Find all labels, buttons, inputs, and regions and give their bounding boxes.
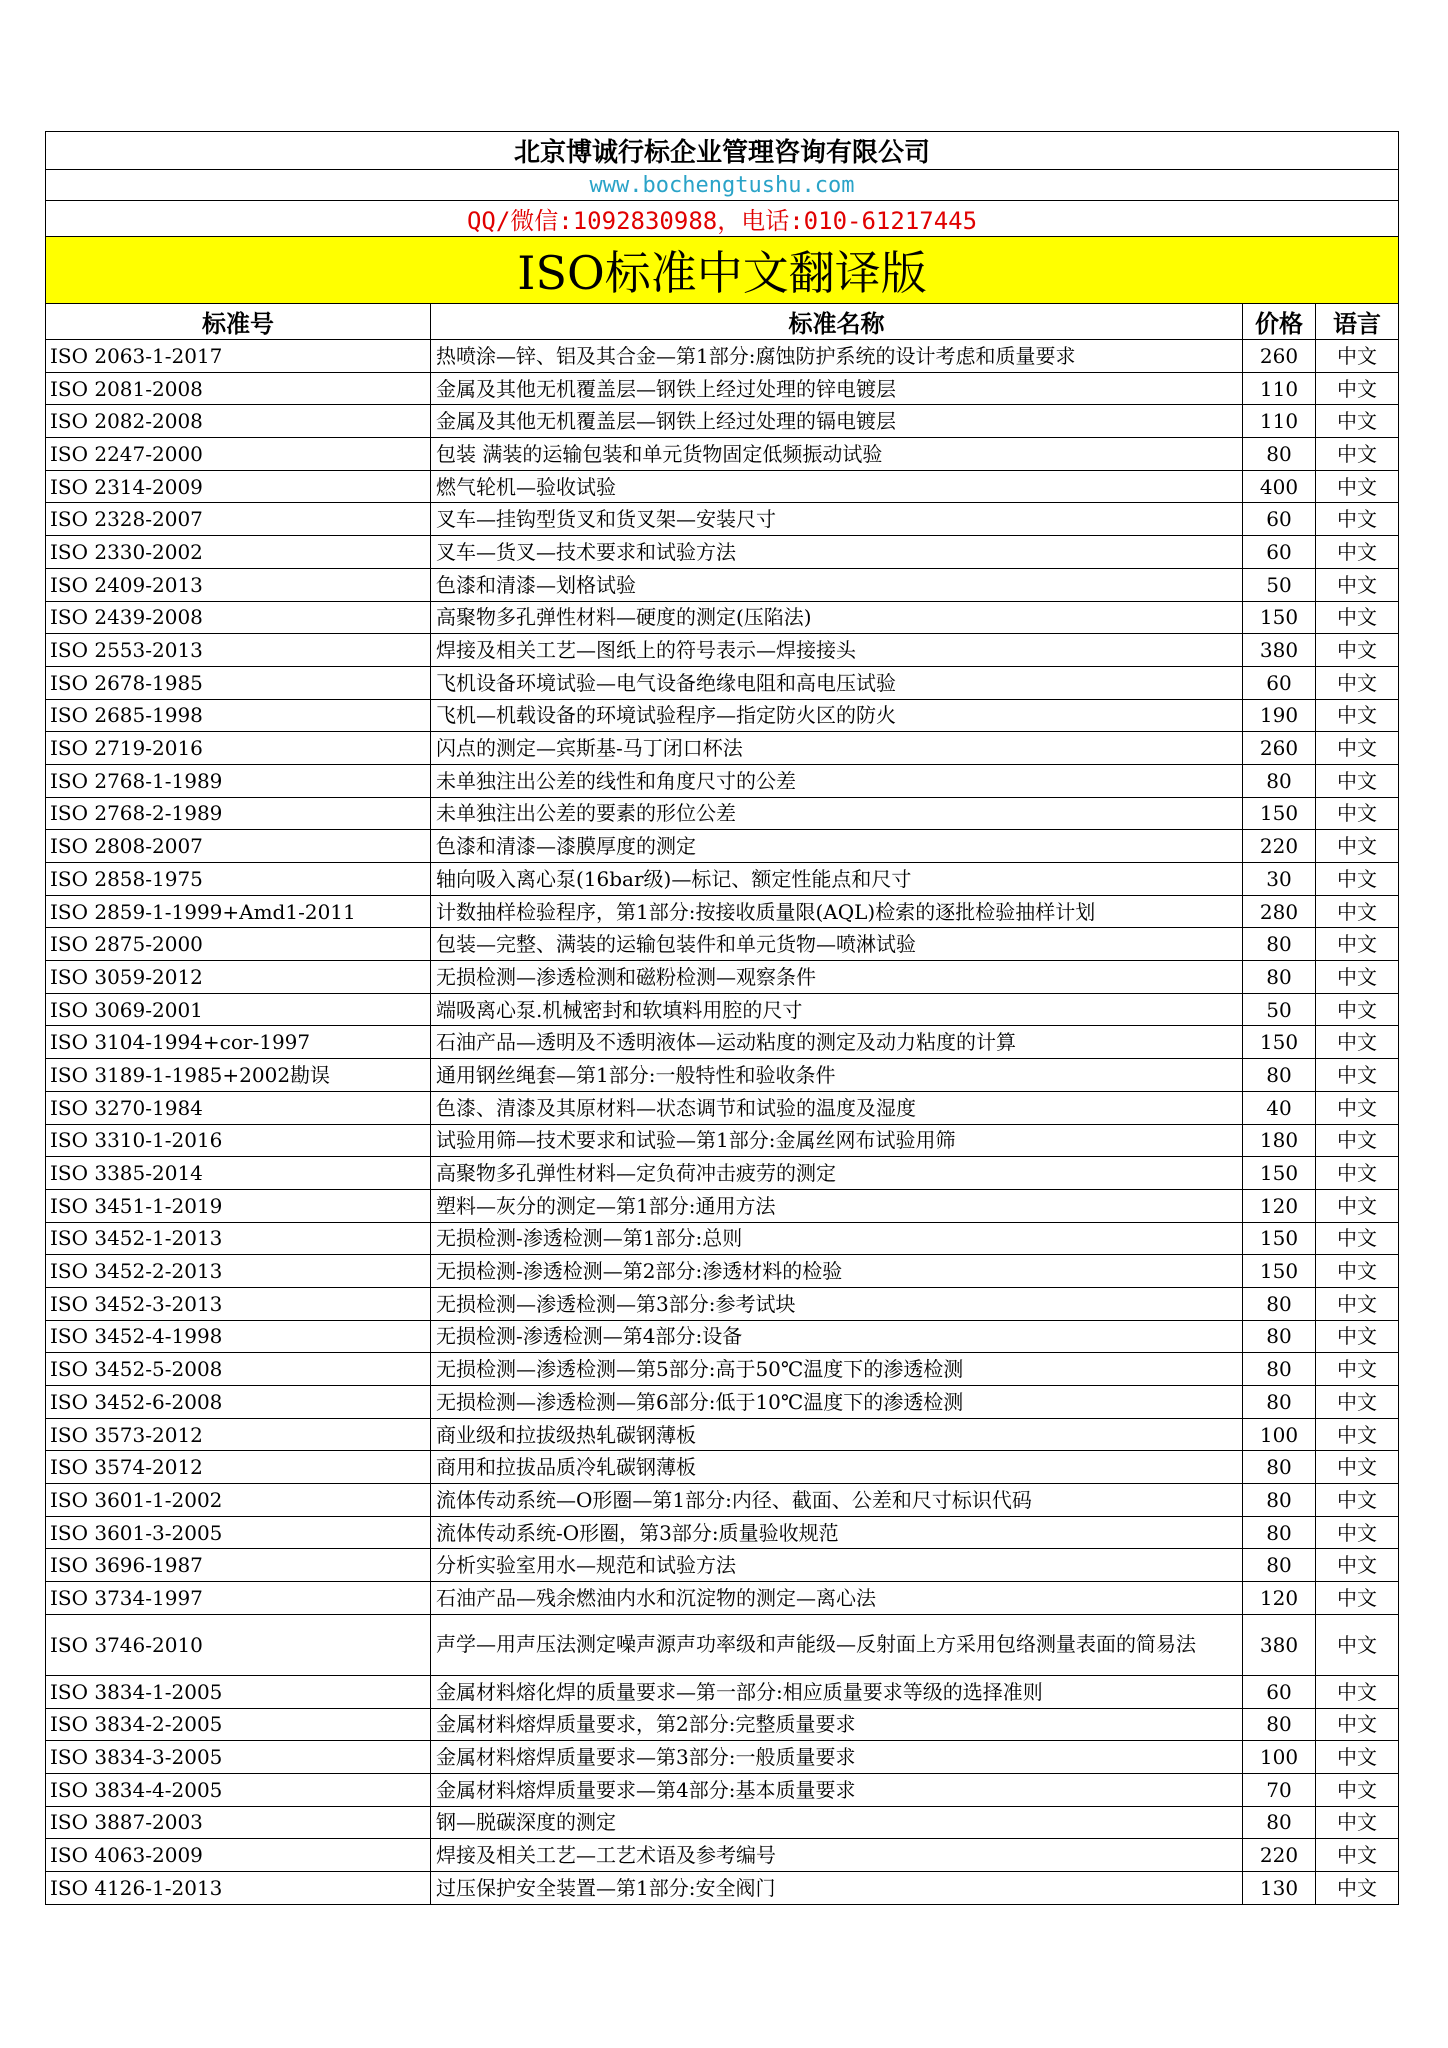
table-row xyxy=(46,1614,1399,1675)
standard-code-cell: ISO 2859-1-1999+Amd1-2011 xyxy=(46,895,431,928)
price-cell: 150 xyxy=(1243,1026,1316,1059)
price-list-body xyxy=(46,132,1399,1905)
table-row xyxy=(46,830,1399,863)
table-row xyxy=(46,797,1399,830)
table-row xyxy=(46,1287,1399,1320)
standard-code-cell: ISO 2314-2009 xyxy=(46,470,431,503)
table-row xyxy=(46,1839,1399,1872)
language-cell: 中文 xyxy=(1316,1353,1399,1386)
standard-code-cell: ISO 2330-2002 xyxy=(46,536,431,569)
table-row xyxy=(46,1091,1399,1124)
standard-name-cell: 金属材料熔化焊的质量要求—第一部分:相应质量要求等级的选择准则 xyxy=(431,1675,1243,1708)
language-cell: 中文 xyxy=(1316,1320,1399,1353)
standard-name-cell: 金属及其他无机覆盖层—钢铁上经过处理的锌电镀层 xyxy=(431,372,1243,405)
price-cell: 50 xyxy=(1243,568,1316,601)
table-row xyxy=(46,372,1399,405)
price-cell: 80 xyxy=(1243,764,1316,797)
standard-name-cell: 叉车—挂钩型货叉和货叉架—安装尺寸 xyxy=(431,503,1243,536)
language-cell: 中文 xyxy=(1316,895,1399,928)
standard-code-cell: ISO 3189-1-1985+2002勘误 xyxy=(46,1059,431,1092)
standard-name-cell: 无损检测—渗透检测—第3部分:参考试块 xyxy=(431,1287,1243,1320)
price-cell: 80 xyxy=(1243,1353,1316,1386)
price-cell: 60 xyxy=(1243,666,1316,699)
language-cell: 中文 xyxy=(1316,1255,1399,1288)
standard-name-cell: 色漆和清漆—漆膜厚度的测定 xyxy=(431,830,1243,863)
price-cell: 80 xyxy=(1243,1549,1316,1582)
standard-name-cell: 包装 满装的运输包装和单元货物固定低频振动试验 xyxy=(431,438,1243,471)
language-cell: 中文 xyxy=(1316,1222,1399,1255)
price-cell: 50 xyxy=(1243,993,1316,1026)
price-cell: 110 xyxy=(1243,405,1316,438)
language-cell: 中文 xyxy=(1316,536,1399,569)
price-cell: 110 xyxy=(1243,372,1316,405)
language-cell: 中文 xyxy=(1316,1708,1399,1741)
table-row xyxy=(46,1806,1399,1839)
language-cell: 中文 xyxy=(1316,601,1399,634)
table-row xyxy=(46,1773,1399,1806)
price-cell: 80 xyxy=(1243,1516,1316,1549)
language-cell: 中文 xyxy=(1316,1418,1399,1451)
price-cell: 150 xyxy=(1243,1157,1316,1190)
standard-code-cell: ISO 3104-1994+cor-1997 xyxy=(46,1026,431,1059)
language-cell: 中文 xyxy=(1316,438,1399,471)
table-row xyxy=(46,1549,1399,1582)
price-cell: 180 xyxy=(1243,1124,1316,1157)
language-cell: 中文 xyxy=(1316,993,1399,1026)
price-cell: 120 xyxy=(1243,1189,1316,1222)
standard-name-cell: 焊接及相关工艺—图纸上的符号表示—焊接接头 xyxy=(431,634,1243,667)
language-cell: 中文 xyxy=(1316,1806,1399,1839)
standard-name-cell: 未单独注出公差的线性和角度尺寸的公差 xyxy=(431,764,1243,797)
price-cell: 150 xyxy=(1243,797,1316,830)
language-cell: 中文 xyxy=(1316,1091,1399,1124)
price-cell: 80 xyxy=(1243,1320,1316,1353)
price-cell: 130 xyxy=(1243,1871,1316,1904)
table-row xyxy=(46,1484,1399,1517)
table-row xyxy=(46,993,1399,1026)
table-row xyxy=(46,536,1399,569)
table-row xyxy=(46,961,1399,994)
table-row xyxy=(46,895,1399,928)
standard-code-cell: ISO 4126-1-2013 xyxy=(46,1871,431,1904)
price-cell: 220 xyxy=(1243,830,1316,863)
column-header-name: 标准名称 xyxy=(431,304,1243,340)
table-row xyxy=(46,863,1399,896)
price-cell: 30 xyxy=(1243,863,1316,896)
standard-name-cell: 石油产品—残余燃油内水和沉淀物的测定—离心法 xyxy=(431,1582,1243,1615)
table-row xyxy=(46,634,1399,667)
standard-name-cell: 计数抽样检验程序，第1部分:按接收质量限(AQL)检索的逐批检验抽样计划 xyxy=(431,895,1243,928)
standard-code-cell: ISO 3452-3-2013 xyxy=(46,1287,431,1320)
language-cell: 中文 xyxy=(1316,732,1399,765)
table-row xyxy=(46,1157,1399,1190)
standard-name-cell: 声学—用声压法测定噪声源声功率级和声能级—反射面上方采用包络测量表面的简易法 xyxy=(431,1614,1243,1675)
standard-code-cell: ISO 3451-1-2019 xyxy=(46,1189,431,1222)
standard-name-cell: 金属材料熔焊质量要求—第4部分:基本质量要求 xyxy=(431,1773,1243,1806)
language-cell: 中文 xyxy=(1316,1189,1399,1222)
price-cell: 80 xyxy=(1243,1484,1316,1517)
standard-code-cell: ISO 2081-2008 xyxy=(46,372,431,405)
table-row xyxy=(46,601,1399,634)
table-row xyxy=(46,1222,1399,1255)
language-cell: 中文 xyxy=(1316,1773,1399,1806)
table-row xyxy=(46,1320,1399,1353)
price-cell: 120 xyxy=(1243,1582,1316,1615)
table-row xyxy=(46,1255,1399,1288)
price-cell: 80 xyxy=(1243,1451,1316,1484)
table-row xyxy=(46,764,1399,797)
standard-name-cell: 闪点的测定—宾斯基-马丁闭口杯法 xyxy=(431,732,1243,765)
price-cell: 150 xyxy=(1243,1255,1316,1288)
standard-name-cell: 热喷涂—锌、铝及其合金—第1部分:腐蚀防护系统的设计考虑和质量要求 xyxy=(431,340,1243,373)
standard-code-cell: ISO 3452-6-2008 xyxy=(46,1386,431,1419)
table-row xyxy=(46,1386,1399,1419)
table-row xyxy=(46,1675,1399,1708)
standard-code-cell: ISO 3452-5-2008 xyxy=(46,1353,431,1386)
price-cell: 80 xyxy=(1243,1806,1316,1839)
standard-name-cell: 无损检测—渗透检测—第5部分:高于50℃温度下的渗透检测 xyxy=(431,1353,1243,1386)
contact-info: QQ/微信:1092830988，电话:010-61217445 xyxy=(46,201,1399,237)
language-cell: 中文 xyxy=(1316,1451,1399,1484)
standard-code-cell: ISO 3069-2001 xyxy=(46,993,431,1026)
standard-name-cell: 商用和拉拔品质冷轧碳钢薄板 xyxy=(431,1451,1243,1484)
price-cell: 80 xyxy=(1243,961,1316,994)
standard-code-cell: ISO 3574-2012 xyxy=(46,1451,431,1484)
language-cell: 中文 xyxy=(1316,1484,1399,1517)
language-cell: 中文 xyxy=(1316,699,1399,732)
standard-code-cell: ISO 3452-1-2013 xyxy=(46,1222,431,1255)
table-row xyxy=(46,1353,1399,1386)
standard-name-cell: 高聚物多孔弹性材料—定负荷冲击疲劳的测定 xyxy=(431,1157,1243,1190)
language-cell: 中文 xyxy=(1316,1839,1399,1872)
language-cell: 中文 xyxy=(1316,1614,1399,1675)
standard-name-cell: 金属及其他无机覆盖层—钢铁上经过处理的镉电镀层 xyxy=(431,405,1243,438)
standard-code-cell: ISO 2678-1985 xyxy=(46,666,431,699)
standard-code-cell: ISO 2063-1-2017 xyxy=(46,340,431,373)
price-cell: 70 xyxy=(1243,1773,1316,1806)
table-row xyxy=(46,1189,1399,1222)
standard-code-cell: ISO 3270-1984 xyxy=(46,1091,431,1124)
price-cell: 150 xyxy=(1243,1222,1316,1255)
standard-code-cell: ISO 3385-2014 xyxy=(46,1157,431,1190)
page-title: ISO标准中文翻译版 xyxy=(46,237,1399,304)
table-row xyxy=(46,1582,1399,1615)
language-cell: 中文 xyxy=(1316,1549,1399,1582)
standard-name-cell: 无损检测-渗透检测—第2部分:渗透材料的检验 xyxy=(431,1255,1243,1288)
column-header-row xyxy=(46,304,1399,340)
standard-name-cell: 无损检测—渗透检测和磁粉检测—观察条件 xyxy=(431,961,1243,994)
table-row xyxy=(46,699,1399,732)
standard-code-cell: ISO 2768-2-1989 xyxy=(46,797,431,830)
language-cell: 中文 xyxy=(1316,1157,1399,1190)
standard-name-cell: 流体传动系统-O形圈，第3部分:质量验收规范 xyxy=(431,1516,1243,1549)
standard-code-cell: ISO 2858-1975 xyxy=(46,863,431,896)
table-row xyxy=(46,1708,1399,1741)
standard-name-cell: 无损检测—渗透检测—第6部分:低于10℃温度下的渗透检测 xyxy=(431,1386,1243,1419)
table-row xyxy=(46,928,1399,961)
standard-code-cell: ISO 3746-2010 xyxy=(46,1614,431,1675)
table-row xyxy=(46,503,1399,536)
table-row xyxy=(46,1026,1399,1059)
price-cell: 60 xyxy=(1243,503,1316,536)
column-header-code: 标准号 xyxy=(46,304,431,340)
standard-code-cell: ISO 2875-2000 xyxy=(46,928,431,961)
standard-code-cell: ISO 3573-2012 xyxy=(46,1418,431,1451)
price-cell: 80 xyxy=(1243,1059,1316,1092)
language-cell: 中文 xyxy=(1316,568,1399,601)
standard-code-cell: ISO 2553-2013 xyxy=(46,634,431,667)
language-cell: 中文 xyxy=(1316,470,1399,503)
standard-code-cell: ISO 3834-1-2005 xyxy=(46,1675,431,1708)
standard-code-cell: ISO 3310-1-2016 xyxy=(46,1124,431,1157)
standard-name-cell: 金属材料熔焊质量要求，第2部分:完整质量要求 xyxy=(431,1708,1243,1741)
standard-code-cell: ISO 3696-1987 xyxy=(46,1549,431,1582)
standard-code-cell: ISO 3452-2-2013 xyxy=(46,1255,431,1288)
price-cell: 80 xyxy=(1243,1287,1316,1320)
table-row xyxy=(46,732,1399,765)
language-cell: 中文 xyxy=(1316,830,1399,863)
standard-code-cell: ISO 2768-1-1989 xyxy=(46,764,431,797)
language-cell: 中文 xyxy=(1316,340,1399,373)
language-cell: 中文 xyxy=(1316,666,1399,699)
website-link[interactable]: www.bochengtushu.com xyxy=(46,170,1399,201)
price-cell: 80 xyxy=(1243,1386,1316,1419)
language-cell: 中文 xyxy=(1316,1582,1399,1615)
standard-code-cell: ISO 3887-2003 xyxy=(46,1806,431,1839)
table-row xyxy=(46,438,1399,471)
standard-name-cell: 通用钢丝绳套—第1部分:一般特性和验收条件 xyxy=(431,1059,1243,1092)
language-cell: 中文 xyxy=(1316,372,1399,405)
standard-name-cell: 流体传动系统—O形圈—第1部分:内径、截面、公差和尺寸标识代码 xyxy=(431,1484,1243,1517)
price-cell: 60 xyxy=(1243,1675,1316,1708)
standard-code-cell: ISO 2082-2008 xyxy=(46,405,431,438)
table-row xyxy=(46,1741,1399,1774)
table-row xyxy=(46,470,1399,503)
price-cell: 60 xyxy=(1243,536,1316,569)
price-cell: 280 xyxy=(1243,895,1316,928)
language-cell: 中文 xyxy=(1316,503,1399,536)
price-cell: 40 xyxy=(1243,1091,1316,1124)
language-cell: 中文 xyxy=(1316,1741,1399,1774)
standard-name-cell: 飞机—机载设备的环境试验程序—指定防火区的防火 xyxy=(431,699,1243,732)
standard-name-cell: 叉车—货叉—技术要求和试验方法 xyxy=(431,536,1243,569)
price-cell: 80 xyxy=(1243,928,1316,961)
standard-name-cell: 色漆和清漆—划格试验 xyxy=(431,568,1243,601)
language-cell: 中文 xyxy=(1316,405,1399,438)
table-row xyxy=(46,568,1399,601)
standard-code-cell: ISO 2328-2007 xyxy=(46,503,431,536)
language-cell: 中文 xyxy=(1316,1287,1399,1320)
standard-name-cell: 轴向吸入离心泵(16bar级)—标记、额定性能点和尺寸 xyxy=(431,863,1243,896)
standard-code-cell: ISO 3834-2-2005 xyxy=(46,1708,431,1741)
standard-name-cell: 无损检测-渗透检测—第1部分:总则 xyxy=(431,1222,1243,1255)
standard-code-cell: ISO 2719-2016 xyxy=(46,732,431,765)
table-row xyxy=(46,1451,1399,1484)
price-cell: 190 xyxy=(1243,699,1316,732)
column-header-price: 价格 xyxy=(1243,304,1316,340)
standard-code-cell: ISO 3452-4-1998 xyxy=(46,1320,431,1353)
price-cell: 380 xyxy=(1243,1614,1316,1675)
language-cell: 中文 xyxy=(1316,863,1399,896)
column-header-language: 语言 xyxy=(1316,304,1399,340)
table-row xyxy=(46,1516,1399,1549)
standard-name-cell: 金属材料熔焊质量要求—第3部分:一般质量要求 xyxy=(431,1741,1243,1774)
language-cell: 中文 xyxy=(1316,1516,1399,1549)
standard-name-cell: 高聚物多孔弹性材料—硬度的测定(压陷法) xyxy=(431,601,1243,634)
standard-code-cell: ISO 3601-3-2005 xyxy=(46,1516,431,1549)
table-row xyxy=(46,1059,1399,1092)
standard-name-cell: 焊接及相关工艺—工艺术语及参考编号 xyxy=(431,1839,1243,1872)
price-cell: 220 xyxy=(1243,1839,1316,1872)
price-cell: 150 xyxy=(1243,601,1316,634)
price-cell: 260 xyxy=(1243,732,1316,765)
standard-code-cell: ISO 3834-4-2005 xyxy=(46,1773,431,1806)
language-cell: 中文 xyxy=(1316,797,1399,830)
price-cell: 100 xyxy=(1243,1741,1316,1774)
language-cell: 中文 xyxy=(1316,764,1399,797)
table-row xyxy=(46,340,1399,373)
table-row xyxy=(46,1124,1399,1157)
price-cell: 260 xyxy=(1243,340,1316,373)
standard-name-cell: 未单独注出公差的要素的形位公差 xyxy=(431,797,1243,830)
language-cell: 中文 xyxy=(1316,928,1399,961)
standard-name-cell: 商业级和拉拔级热轧碳钢薄板 xyxy=(431,1418,1243,1451)
standard-code-cell: ISO 2439-2008 xyxy=(46,601,431,634)
language-cell: 中文 xyxy=(1316,961,1399,994)
price-cell: 100 xyxy=(1243,1418,1316,1451)
standard-code-cell: ISO 3059-2012 xyxy=(46,961,431,994)
standard-name-cell: 色漆、清漆及其原材料—状态调节和试验的温度及湿度 xyxy=(431,1091,1243,1124)
table-row xyxy=(46,405,1399,438)
price-cell: 80 xyxy=(1243,438,1316,471)
standard-name-cell: 端吸离心泵.机械密封和软填料用腔的尺寸 xyxy=(431,993,1243,1026)
standard-name-cell: 钢—脱碳深度的测定 xyxy=(431,1806,1243,1839)
price-list-table xyxy=(45,131,1399,1905)
table-row xyxy=(46,1871,1399,1904)
standard-code-cell: ISO 4063-2009 xyxy=(46,1839,431,1872)
standard-code-cell: ISO 2685-1998 xyxy=(46,699,431,732)
standard-name-cell: 过压保护安全装置—第1部分:安全阀门 xyxy=(431,1871,1243,1904)
standard-code-cell: ISO 3734-1997 xyxy=(46,1582,431,1615)
standard-name-cell: 分析实验室用水—规范和试验方法 xyxy=(431,1549,1243,1582)
language-cell: 中文 xyxy=(1316,1059,1399,1092)
language-cell: 中文 xyxy=(1316,1871,1399,1904)
language-cell: 中文 xyxy=(1316,634,1399,667)
price-cell: 400 xyxy=(1243,470,1316,503)
standard-code-cell: ISO 2808-2007 xyxy=(46,830,431,863)
standard-code-cell: ISO 3601-1-2002 xyxy=(46,1484,431,1517)
standard-code-cell: ISO 2247-2000 xyxy=(46,438,431,471)
table-row xyxy=(46,1418,1399,1451)
standard-name-cell: 包装—完整、满装的运输包装件和单元货物—喷淋试验 xyxy=(431,928,1243,961)
language-cell: 中文 xyxy=(1316,1124,1399,1157)
language-cell: 中文 xyxy=(1316,1386,1399,1419)
standard-name-cell: 燃气轮机—验收试验 xyxy=(431,470,1243,503)
language-cell: 中文 xyxy=(1316,1026,1399,1059)
standard-name-cell: 塑料—灰分的测定—第1部分:通用方法 xyxy=(431,1189,1243,1222)
standard-name-cell: 飞机设备环境试验—电气设备绝缘电阻和高电压试验 xyxy=(431,666,1243,699)
standard-name-cell: 无损检测-渗透检测—第4部分:设备 xyxy=(431,1320,1243,1353)
table-row xyxy=(46,666,1399,699)
language-cell: 中文 xyxy=(1316,1675,1399,1708)
standard-name-cell: 试验用筛—技术要求和试验—第1部分:金属丝网布试验用筛 xyxy=(431,1124,1243,1157)
standard-code-cell: ISO 3834-3-2005 xyxy=(46,1741,431,1774)
company-name: 北京博诚行标企业管理咨询有限公司 xyxy=(46,132,1399,170)
standard-name-cell: 石油产品—透明及不透明液体—运动粘度的测定及动力粘度的计算 xyxy=(431,1026,1243,1059)
price-cell: 80 xyxy=(1243,1708,1316,1741)
price-cell: 380 xyxy=(1243,634,1316,667)
standard-code-cell: ISO 2409-2013 xyxy=(46,568,431,601)
